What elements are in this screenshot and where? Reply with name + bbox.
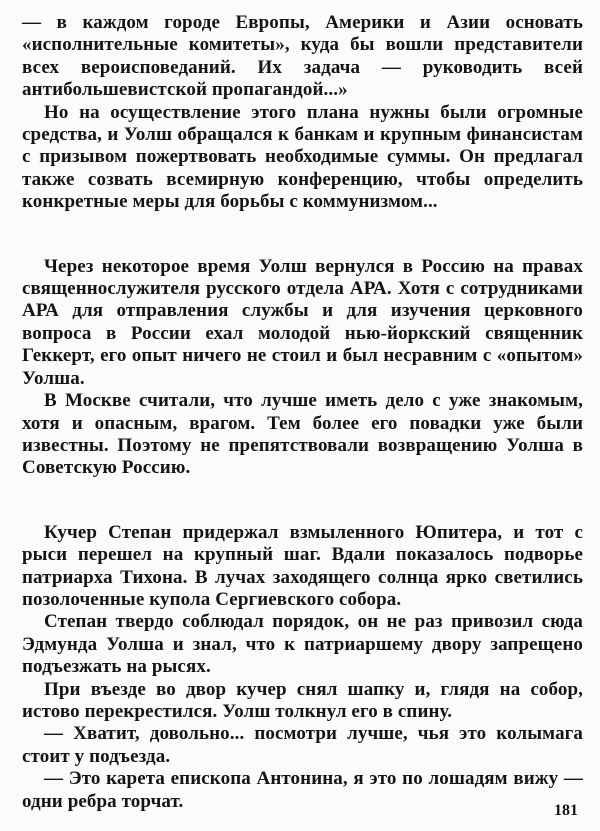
section-1	[22, 12, 583, 214]
text-column	[22, 12, 583, 813]
paragraph: Кучер Степан придержал взмыленного Юпитера, и тот с рыси перешел на крупный шаг. Вдали показалось подворье патриарха Тихона. В лучах заходящего солнца ярко светились позолоченные купола Сергиевского собора.	[22, 521, 583, 610]
paragraph: — Это карета епископа Антонина, я это по лошадям вижу — одни ребра торчат.	[22, 768, 583, 812]
paragraph: Но на осуществление этого плана нужны были огромные средства, и Уолш обращался к банкам и крупным финансистам с призывом пожертвовать необходимые суммы. Он предлагал также созвать всемирную конференцию, чтобы определить конкретные меры для борьбы с коммунизмом...	[22, 101, 583, 213]
section-break	[22, 480, 583, 522]
paragraph: Степан твердо соблюдал порядок, он не раз привозил сюда Эдмунда Уолша и знал, что к патриаршему двору запрещено подъезжать на рысях.	[22, 611, 583, 678]
section-2	[22, 256, 583, 480]
section-3	[22, 522, 583, 813]
paragraph: Через некоторое время Уолш вернулся в Россию на правах священнослужителя русского отдела АРА. Хотя с сотрудниками АРА для отправления службы и для изучения церковного вопроса в России ехал молодой нью-йоркский священник Геккерт, его опыт ничего не стоил и был несравним с «опытом» Уолша.	[22, 255, 583, 389]
paragraph: — Хватит, довольно... посмотри лучше, чья это колымага стоит у подъезда.	[22, 723, 583, 767]
paragraph: При въезде во двор кучер снял шапку и, глядя на собор, истово перекрестился. Уолш толкнул его в спину.	[22, 678, 583, 722]
paragraph: В Москве считали, что лучше иметь дело с уже знакомым, хотя и опасным, врагом. Тем более его повадки уже были известны. Поэтому не препятствовали возвращению Уолша в Советскую Россию.	[22, 390, 583, 479]
page-number: 181	[554, 802, 578, 819]
paragraph: — в каждом городе Европы, Америки и Азии основать «исполнительные комитеты», куда бы вошли представители всех вероисповеданий. Их задача — руководить всей антибольшевистской пропагандой...»	[22, 12, 583, 101]
section-break	[22, 214, 583, 256]
